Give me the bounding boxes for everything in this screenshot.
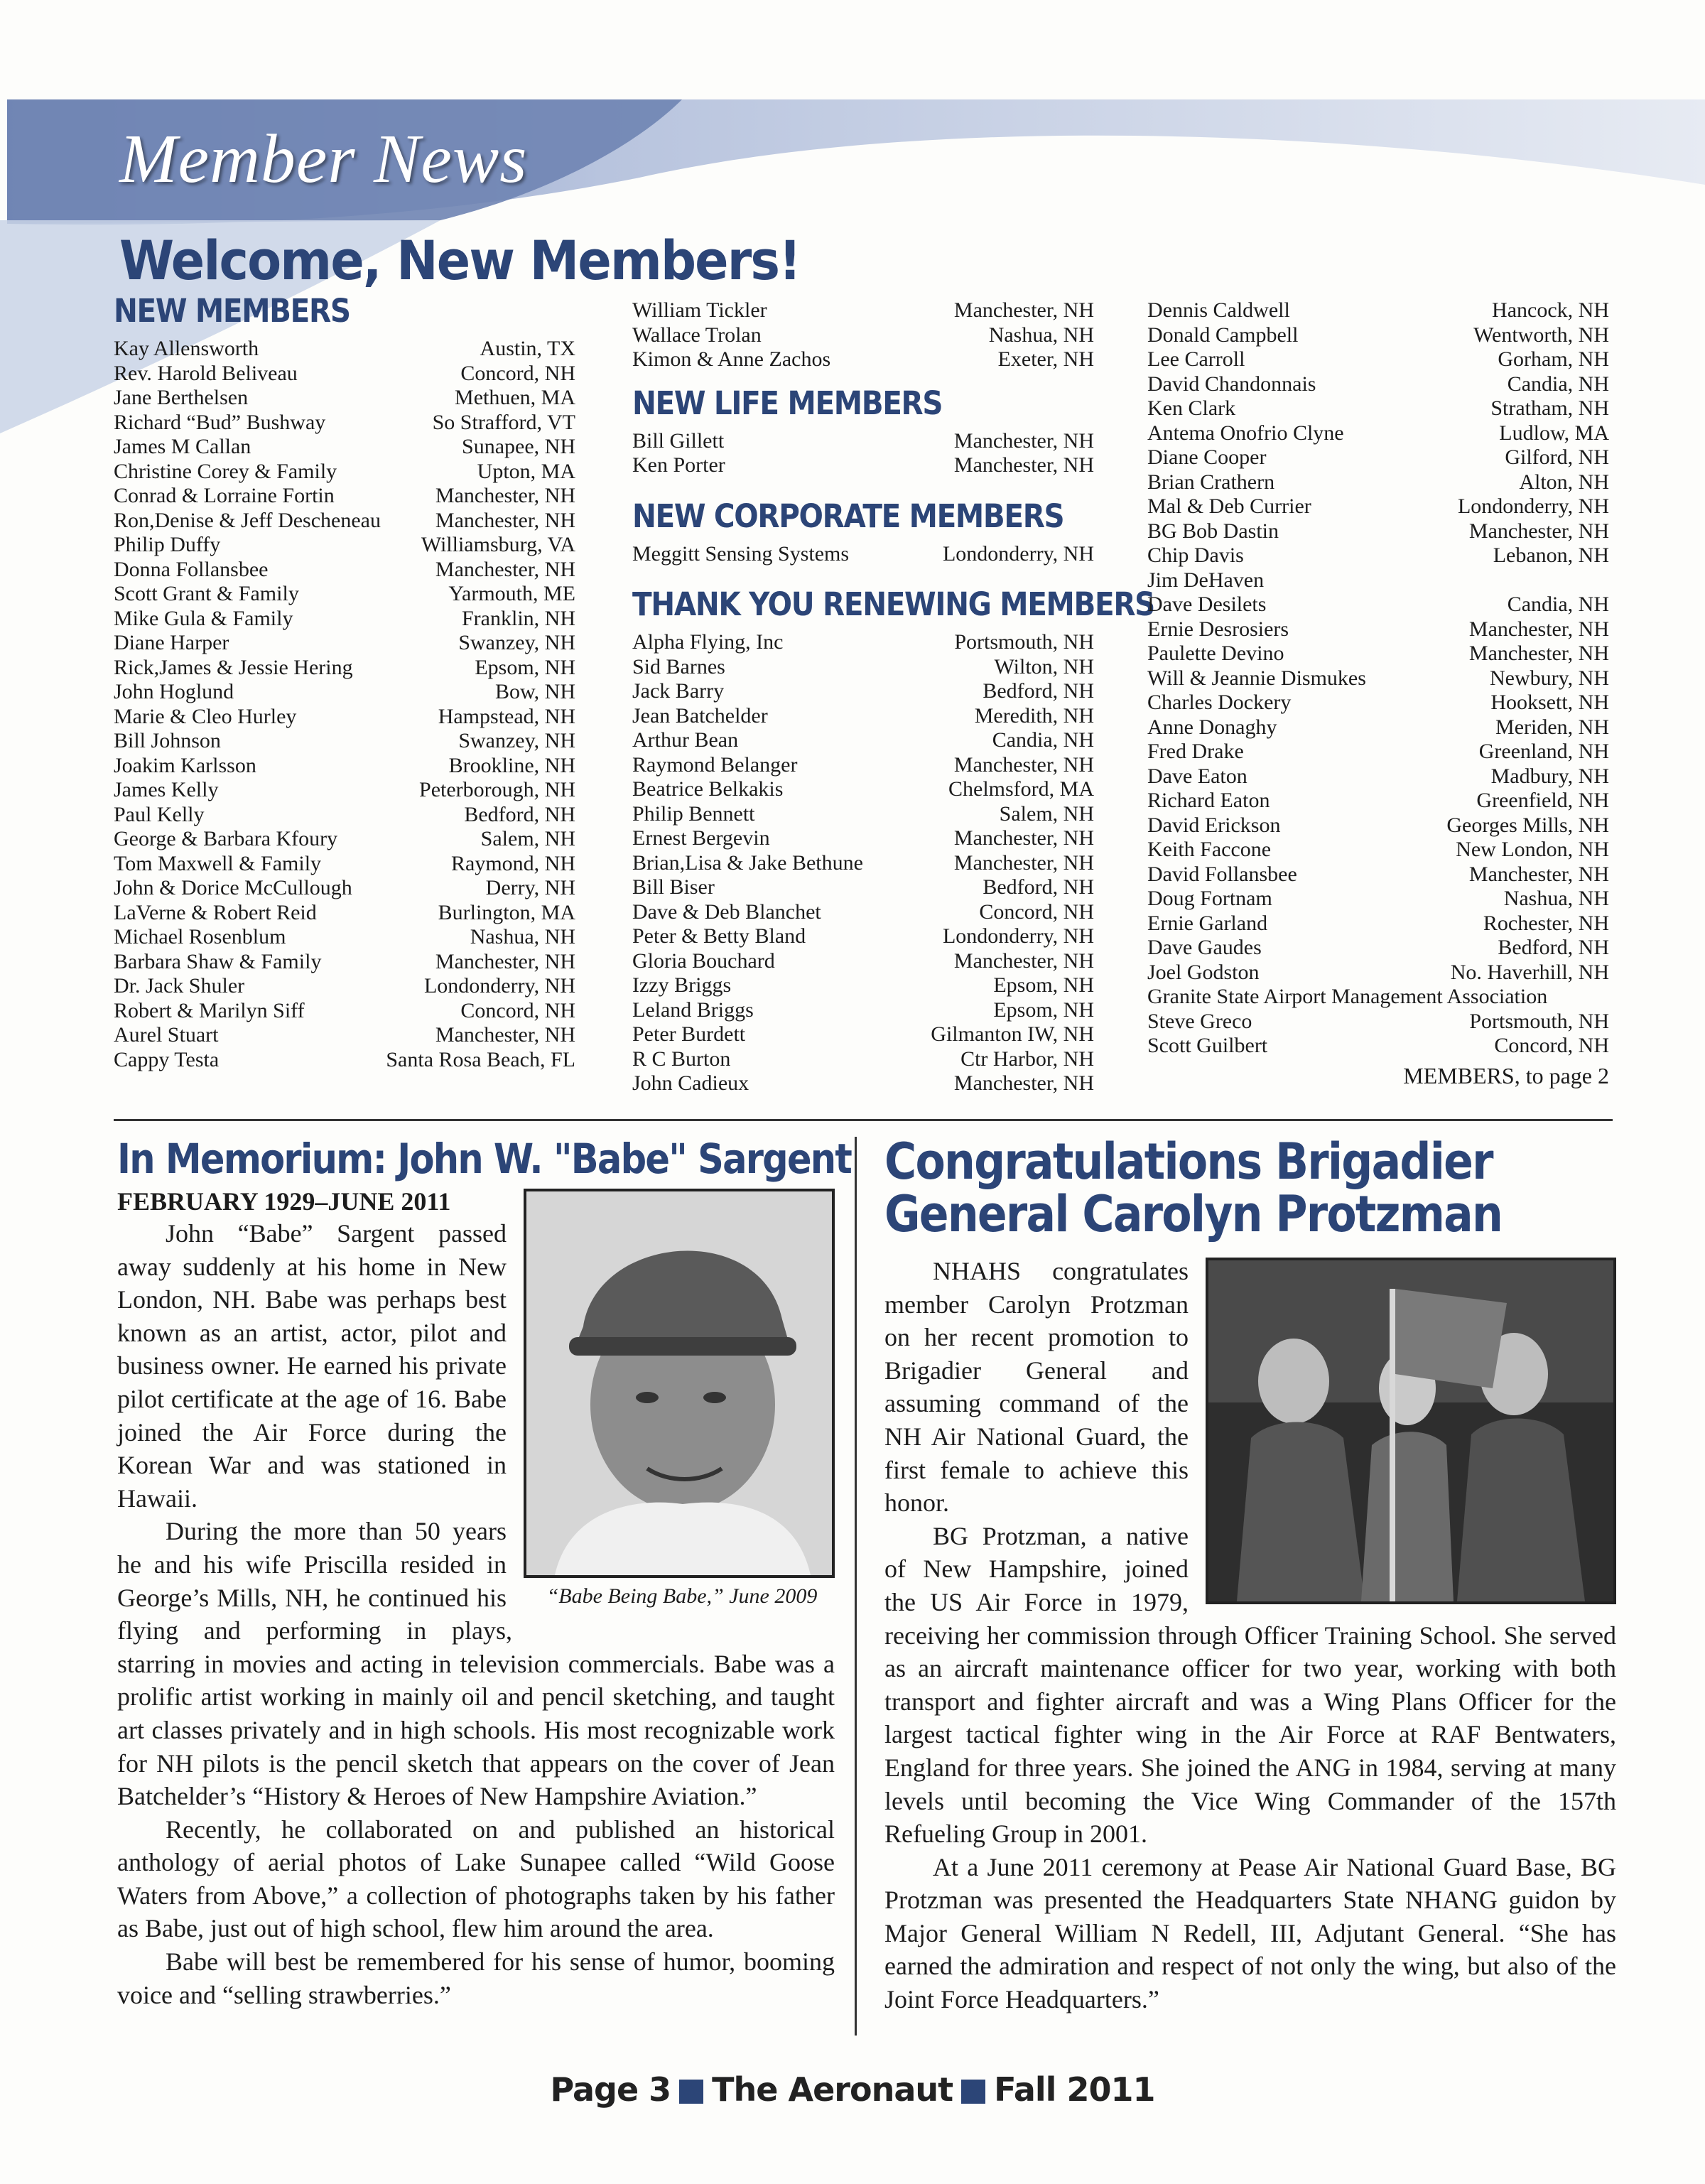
member-row	[114, 803, 575, 828]
member-name: Raymond Belanger	[632, 752, 798, 777]
member-name: David Erickson	[1147, 813, 1281, 837]
member-location: Nashua, NH	[988, 323, 1094, 347]
member-row	[114, 852, 575, 877]
new-members-list-continued	[632, 298, 1094, 372]
member-name: John Hoglund	[114, 680, 234, 703]
member-row	[1147, 1034, 1609, 1059]
member-name: Ron,Denise & Jeff Descheneau	[114, 508, 381, 532]
member-row	[114, 729, 575, 754]
member-location: Gorham, NH	[1498, 347, 1609, 371]
member-location: Franklin, NH	[462, 606, 575, 630]
member-name: Wallace Trolan	[632, 323, 762, 347]
member-row	[1147, 470, 1609, 495]
member-location: Ctr Harbor, NH	[960, 1047, 1094, 1071]
memoriam-dates: FEBRUARY 1929–JUNE 2011	[117, 1187, 451, 1216]
member-row	[632, 728, 1094, 753]
member-row	[1147, 691, 1609, 715]
member-row	[114, 386, 575, 411]
member-location: Chelmsford, MA	[948, 777, 1094, 801]
member-location: Derry, NH	[485, 876, 575, 899]
member-name: Dr. Jack Shuler	[114, 974, 245, 998]
member-location: Epsom, NH	[475, 655, 575, 679]
member-location: Manchester, NH	[953, 428, 1094, 453]
member-row	[632, 875, 1094, 900]
member-name: Conrad & Lorraine Fortin	[114, 484, 335, 507]
member-name: Beatrice Belkakis	[632, 777, 784, 801]
member-name: Scott Guilbert	[1147, 1034, 1268, 1057]
member-row	[1147, 544, 1609, 568]
new-members-list	[114, 337, 575, 1072]
member-name: Chip Davis	[1147, 544, 1244, 567]
member-name: Joakim Karlsson	[114, 753, 256, 777]
member-location: Methuen, MA	[455, 386, 575, 409]
member-location: So Strafford, VT	[432, 410, 575, 434]
member-row	[1147, 838, 1609, 863]
member-row	[632, 542, 1094, 567]
footer-issue: Fall 2011	[994, 2070, 1155, 2109]
member-location: Manchester, NH	[953, 453, 1094, 477]
member-row	[1147, 519, 1609, 544]
member-row	[1147, 494, 1609, 519]
member-row	[114, 631, 575, 656]
member-location: Hooksett, NH	[1490, 691, 1609, 714]
member-row	[1147, 298, 1609, 323]
member-row	[114, 509, 575, 534]
column-divider	[855, 1137, 857, 2036]
member-row	[114, 362, 575, 386]
square-separator-icon	[961, 2080, 985, 2104]
member-name: Ernie Garland	[1147, 911, 1268, 935]
member-location: Raymond, NH	[451, 851, 575, 875]
welcome-headline: Welcome, New Members!	[119, 229, 801, 292]
member-name: Kay Allensworth	[114, 337, 259, 360]
member-name: Dave Gaudes	[1147, 936, 1262, 959]
member-name: Bill Gillett	[632, 428, 725, 453]
member-location: Meriden, NH	[1495, 715, 1609, 739]
member-name: John & Dorice McCullough	[114, 876, 352, 899]
member-location: Nashua, NH	[470, 925, 575, 948]
member-location: Williamsburg, VA	[421, 533, 575, 556]
member-location: Bedford, NH	[1498, 936, 1609, 959]
member-row	[632, 655, 1094, 680]
member-name: Michael Rosenblum	[114, 925, 286, 948]
member-location: Greenfield, NH	[1476, 789, 1609, 812]
member-name: Cappy Testa	[114, 1047, 220, 1071]
member-name: William Tickler	[632, 298, 767, 322]
footer-publication: The Aeronaut	[712, 2070, 953, 2109]
member-row	[114, 656, 575, 681]
member-name: Lee Carroll	[1147, 347, 1245, 371]
section-divider	[114, 1119, 1613, 1121]
member-location: Manchester, NH	[435, 949, 575, 973]
portrait-photo	[524, 1189, 835, 1578]
member-location: Manchester, NH	[953, 298, 1094, 322]
member-name: Fred Drake	[1147, 740, 1244, 763]
member-row	[114, 925, 575, 950]
member-name: Marie & Cleo Hurley	[114, 704, 297, 728]
member-row	[1147, 323, 1609, 348]
congrats-title-line2: General Carolyn Protzman	[884, 1185, 1503, 1243]
member-location: Stratham, NH	[1490, 396, 1609, 420]
member-row	[632, 347, 1094, 372]
member-row	[632, 679, 1094, 704]
member-location: Portsmouth, NH	[954, 630, 1094, 654]
member-row	[632, 924, 1094, 949]
member-location: Burlington, MA	[438, 900, 575, 924]
member-row	[114, 827, 575, 852]
member-location: Brookline, NH	[448, 753, 575, 777]
member-name: John Cadieux	[632, 1071, 749, 1095]
member-name: Jim DeHaven	[1147, 568, 1265, 592]
member-row	[1147, 445, 1609, 470]
member-name: Arthur Bean	[632, 728, 739, 752]
member-location: Manchester, NH	[1468, 862, 1609, 886]
congrats-title-line1: Congratulations Brigadier	[884, 1132, 1493, 1191]
member-name: Mal & Deb Currier	[1147, 494, 1311, 518]
member-row	[1147, 985, 1609, 1010]
member-name: James M Callan	[114, 435, 251, 458]
member-name: Philip Duffy	[114, 533, 221, 556]
member-name: Jean Batchelder	[632, 703, 768, 728]
member-row	[114, 680, 575, 705]
member-name: Aurel Stuart	[114, 1023, 219, 1047]
member-name: Diane Cooper	[1147, 445, 1267, 469]
member-name: James Kelly	[114, 778, 219, 801]
member-row	[632, 949, 1094, 974]
member-row	[1147, 715, 1609, 740]
congrats-paragraph: At a June 2011 ceremony at Pease Air National Guard Base, BG Protzman was presented the Headquarters State NHANG guidon by Major General William N Redell, III, Adjutant General. “She has earned the admiration and respect of not only the wing, but also of the Joint Force Headquarters.”	[884, 1852, 1616, 2014]
member-location: Concord, NH	[460, 998, 575, 1022]
member-location: Swanzey, NH	[458, 729, 575, 752]
member-location: Wilton, NH	[994, 654, 1094, 679]
member-row	[1147, 936, 1609, 961]
member-location: Peterborough, NH	[419, 778, 575, 801]
member-location: Londonderry, NH	[942, 924, 1094, 948]
member-row	[1147, 593, 1609, 617]
memoriam-paragraph: Babe will best be remembered for his sense of humor, booming voice and “selling strawberries.”	[117, 1947, 835, 2009]
member-name: Paul Kelly	[114, 802, 205, 826]
member-location: Hampstead, NH	[438, 704, 575, 728]
renewing-members-list	[632, 630, 1094, 1096]
member-location: Manchester, NH	[953, 948, 1094, 973]
member-name: R C Burton	[632, 1047, 731, 1071]
member-name: Steve Greco	[1147, 1009, 1252, 1033]
member-location: Manchester, NH	[1468, 519, 1609, 543]
members-column-1	[114, 291, 575, 1072]
member-row	[632, 1022, 1094, 1047]
member-location: Manchester, NH	[953, 752, 1094, 777]
member-row	[114, 1023, 575, 1048]
member-location: Salem, NH	[999, 801, 1094, 826]
member-row	[632, 630, 1094, 655]
member-location: Epsom, NH	[993, 973, 1094, 997]
member-location: Swanzey, NH	[458, 631, 575, 654]
member-row	[1147, 666, 1609, 691]
member-location: Bedford, NH	[464, 802, 575, 826]
member-name: Ernie Desrosiers	[1147, 617, 1289, 641]
member-name: Dave & Deb Blanchet	[632, 899, 821, 924]
member-name: Richard Eaton	[1147, 789, 1270, 812]
memoriam-paragraph: John “Babe” Sargent passed away suddenly at his home in New London, NH. Babe was perhaps best known as an artist, actor, pilot and business owner. He earned his private pilot certificate at the age of 16. Babe joined the Air Force during the Korean War and was stationed in Hawaii.	[117, 1219, 507, 1513]
member-name: Mike Gula & Family	[114, 606, 293, 630]
member-row	[114, 778, 575, 803]
member-location: Londonderry, NH	[1457, 494, 1609, 518]
member-name: Ken Porter	[632, 453, 725, 477]
member-name: BG Bob Dastin	[1147, 519, 1279, 543]
memoriam-title: In Memorium: John W. "Babe" Sargent	[117, 1135, 852, 1183]
member-location: Georges Mills, NH	[1446, 813, 1609, 837]
member-row	[1147, 961, 1609, 985]
member-row	[1147, 372, 1609, 397]
member-row	[114, 435, 575, 460]
member-location: Concord, NH	[460, 361, 575, 385]
member-location: Meredith, NH	[974, 703, 1094, 728]
member-location: Santa Rosa Beach, FL	[386, 1047, 575, 1071]
member-location: Madbury, NH	[1490, 764, 1609, 788]
member-name: Dennis Caldwell	[1147, 298, 1290, 322]
member-name: Bill Biser	[632, 875, 715, 899]
members-column-2	[632, 298, 1155, 1096]
member-location: Manchester, NH	[1468, 617, 1609, 641]
member-name: Antema Onofrio Clyne	[1147, 421, 1344, 445]
member-row	[1147, 396, 1609, 421]
member-location: Concord, NH	[979, 899, 1094, 924]
member-location: Candia, NH	[1507, 372, 1609, 396]
member-name: Donna Follansbee	[114, 557, 269, 581]
member-row	[632, 973, 1094, 998]
renewing-members-list-continued	[1147, 298, 1609, 1059]
member-name: Gloria Bouchard	[632, 948, 775, 973]
member-row	[114, 558, 575, 583]
congrats-article	[884, 1132, 1616, 2016]
member-name: David Follansbee	[1147, 862, 1297, 886]
member-name: Joel Godston	[1147, 960, 1260, 984]
member-location: Manchester, NH	[435, 484, 575, 507]
member-row	[114, 950, 575, 975]
member-name: Robert & Marilyn Siff	[114, 998, 305, 1022]
member-location: Ludlow, MA	[1499, 421, 1609, 445]
new-members-heading: NEW MEMBERS	[114, 292, 350, 330]
memoriam-paragraph: During the more than 50 years he and his wife Priscilla resided in George’s Mills, NH, he continued his flying and performing in plays, starring in movies and acting in television commercials. Babe was a prolific artist working in mainly oil and pencil sketching, and taught art classes privately and in high schools. His most recognizable work for NH pilots is the pencil sketch that appears on the cover of Jean Batchelder’s “History & Heroes of New Hampshire Aviation.”	[117, 1517, 835, 1811]
member-location: Epsom, NH	[993, 998, 1094, 1022]
member-row	[114, 460, 575, 485]
member-location: Manchester, NH	[435, 1023, 575, 1047]
member-row	[632, 753, 1094, 778]
member-row	[114, 974, 575, 999]
corporate-members-list	[632, 542, 1094, 567]
member-name: Jack Barry	[632, 679, 725, 703]
member-row	[114, 607, 575, 632]
member-location: Concord, NH	[1494, 1034, 1609, 1057]
member-location: Newbury, NH	[1489, 666, 1609, 690]
member-name: Jane Berthelsen	[114, 386, 249, 409]
member-row	[114, 901, 575, 926]
member-location: Austin, TX	[480, 337, 575, 360]
member-name: Bill Johnson	[114, 729, 221, 752]
memoriam-paragraph: Recently, he collaborated on and published an historical anthology of aerial photos of Lake Sunapee called “Wild Goose Waters from Above,” a collection of photographs taken by his father as Babe, just out of high school, flew him around the area.	[117, 1815, 835, 1943]
member-location: New London, NH	[1456, 838, 1609, 861]
member-name: Izzy Briggs	[632, 973, 732, 997]
member-row	[632, 1047, 1094, 1072]
member-location: Gilford, NH	[1505, 445, 1609, 469]
member-name: Paulette Devino	[1147, 642, 1284, 665]
member-row	[1147, 813, 1609, 838]
member-name: Kimon & Anne Zachos	[632, 347, 831, 371]
member-row	[114, 337, 575, 362]
member-location: Bow, NH	[494, 680, 575, 703]
member-row	[1147, 863, 1609, 887]
member-row	[632, 777, 1094, 802]
member-row	[114, 705, 575, 730]
member-name: Brian,Lisa & Jake Bethune	[632, 850, 863, 875]
member-name: Barbara Shaw & Family	[114, 949, 322, 973]
member-name: Peter Burdett	[632, 1022, 746, 1046]
member-location: Bedford, NH	[983, 679, 1094, 703]
member-row	[114, 1048, 575, 1073]
member-row	[1147, 421, 1609, 446]
member-name: Donald Campbell	[1147, 323, 1299, 347]
member-location: Nashua, NH	[1503, 887, 1609, 910]
member-row	[114, 533, 575, 558]
member-location: Manchester, NH	[953, 1071, 1094, 1095]
member-location: Candia, NH	[992, 728, 1094, 752]
member-location: Manchester, NH	[435, 508, 575, 532]
member-row	[1147, 764, 1609, 789]
member-name: Rev. Harold Beliveau	[114, 361, 298, 385]
member-name: Sid Barnes	[632, 654, 725, 679]
member-name: Charles Dockery	[1147, 691, 1292, 714]
member-row	[1147, 887, 1609, 912]
member-row	[632, 323, 1094, 348]
member-name: David Chandonnais	[1147, 372, 1316, 396]
member-location: Gilmanton IW, NH	[931, 1022, 1094, 1046]
member-row	[632, 1071, 1094, 1096]
member-name: George & Barbara Kfoury	[114, 827, 338, 850]
member-row	[632, 453, 1094, 478]
member-location: Yarmouth, ME	[448, 582, 575, 605]
member-name: Alpha Flying, Inc	[632, 630, 784, 654]
member-name: Brian Crathern	[1147, 470, 1275, 494]
member-location: Londonderry, NH	[423, 974, 575, 998]
ceremony-photo	[1206, 1258, 1616, 1604]
member-name: Rick,James & Jessie Hering	[114, 655, 353, 679]
member-row	[632, 429, 1094, 454]
congrats-paragraph: NHAHS congratulates member Carolyn Protzman on her recent promotion to Brigadier General and assuming command of the NH Air National Guard, the first female to achieve this honor.	[884, 1257, 1189, 1518]
member-row	[114, 582, 575, 607]
member-location: Londonderry, NH	[942, 541, 1094, 566]
member-row	[632, 900, 1094, 925]
member-row	[1147, 642, 1609, 666]
member-row	[114, 876, 575, 901]
member-name: LaVerne & Robert Reid	[114, 900, 317, 924]
member-row	[114, 484, 575, 509]
member-location: Bedford, NH	[983, 875, 1094, 899]
member-row	[1147, 740, 1609, 764]
member-location: Alton, NH	[1519, 470, 1609, 494]
footer-page-number: Page 3	[550, 2070, 671, 2109]
corporate-members-heading: NEW CORPORATE MEMBERS	[632, 497, 1064, 535]
member-name: Diane Harper	[114, 631, 229, 654]
member-row	[632, 826, 1094, 851]
member-name: Dave Desilets	[1147, 593, 1267, 616]
continued-note: MEMBERS, to page 2	[1403, 1062, 1609, 1088]
member-location: Lebanon, NH	[1493, 544, 1609, 567]
section-title: Member News	[119, 121, 528, 198]
member-location: Portsmouth, NH	[1469, 1009, 1609, 1033]
member-row	[632, 704, 1094, 729]
memoriam-article	[117, 1133, 852, 2011]
member-location: Manchester, NH	[953, 826, 1094, 850]
member-name: Anne Donaghy	[1147, 715, 1277, 739]
member-location: Exeter, NH	[997, 347, 1094, 371]
member-row	[114, 754, 575, 779]
member-location: Salem, NH	[480, 827, 575, 850]
member-row	[114, 999, 575, 1024]
member-name: Leland Briggs	[632, 998, 754, 1022]
member-location: Wentworth, NH	[1473, 323, 1609, 347]
photo-caption: “Babe Being Babe,” June 2009	[546, 1584, 818, 1608]
member-location: Manchester, NH	[953, 850, 1094, 875]
member-location: Rochester, NH	[1483, 911, 1609, 935]
member-location: Manchester, NH	[1468, 642, 1609, 665]
square-separator-icon	[679, 2080, 703, 2104]
member-name: Philip Bennett	[632, 801, 755, 826]
member-location: Hancock, NH	[1492, 298, 1609, 322]
member-name: Doug Fortnam	[1147, 887, 1272, 910]
member-location: No. Haverhill, NH	[1450, 960, 1609, 984]
member-location: Upton, MA	[477, 459, 575, 483]
member-location: Greenland, NH	[1478, 740, 1609, 763]
member-row	[632, 298, 1094, 323]
member-name: Christine Corey & Family	[114, 459, 337, 483]
member-name: Keith Faccone	[1147, 838, 1272, 861]
member-name: Tom Maxwell & Family	[114, 851, 322, 875]
member-name: Ken Clark	[1147, 396, 1236, 420]
member-name: Granite State Airport Management Association	[1147, 985, 1548, 1008]
congrats-paragraph: BG Protzman, a native of New Hampshire, joined the US Air Force in 1979, receiving her commission through Officer Training School. She served as an aircraft maintenance officer for two year, working with both transport and fighter aircraft and was a Wing Plans Officer for the largest tactical fighter wing in the Air Force at RAF Bentwaters, England for three years. She joined the ANG in 1984, serving at many levels until becoming the Vice Wing Commander of the 157th Refueling Group in 2001.	[884, 1521, 1616, 1849]
page-footer	[0, 2070, 1705, 2109]
member-row	[1147, 347, 1609, 372]
member-name: Richard “Bud” Bushway	[114, 410, 326, 434]
member-name: Scott Grant & Family	[114, 582, 299, 605]
member-row	[1147, 1010, 1609, 1034]
member-name: Will & Jeannie Dismukes	[1147, 666, 1366, 690]
member-row	[114, 411, 575, 436]
member-name: Meggitt Sensing Systems	[632, 541, 850, 566]
member-location: Candia, NH	[1507, 593, 1609, 616]
member-row	[1147, 617, 1609, 642]
renewing-members-heading: THANK YOU RENEWING MEMBERS	[632, 585, 1155, 623]
members-column-3	[1147, 298, 1609, 1089]
member-row	[632, 851, 1094, 876]
life-members-list	[632, 429, 1094, 478]
life-members-heading: NEW LIFE MEMBERS	[632, 384, 943, 422]
member-location: Manchester, NH	[435, 557, 575, 581]
member-row	[632, 802, 1094, 827]
member-name: Dave Eaton	[1147, 764, 1247, 788]
member-row	[1147, 568, 1609, 593]
member-location: Sunapee, NH	[462, 435, 575, 458]
member-row	[1147, 912, 1609, 936]
member-row	[632, 998, 1094, 1023]
member-row	[1147, 789, 1609, 813]
member-name: Peter & Betty Bland	[632, 924, 806, 948]
member-name: Ernest Bergevin	[632, 826, 770, 850]
